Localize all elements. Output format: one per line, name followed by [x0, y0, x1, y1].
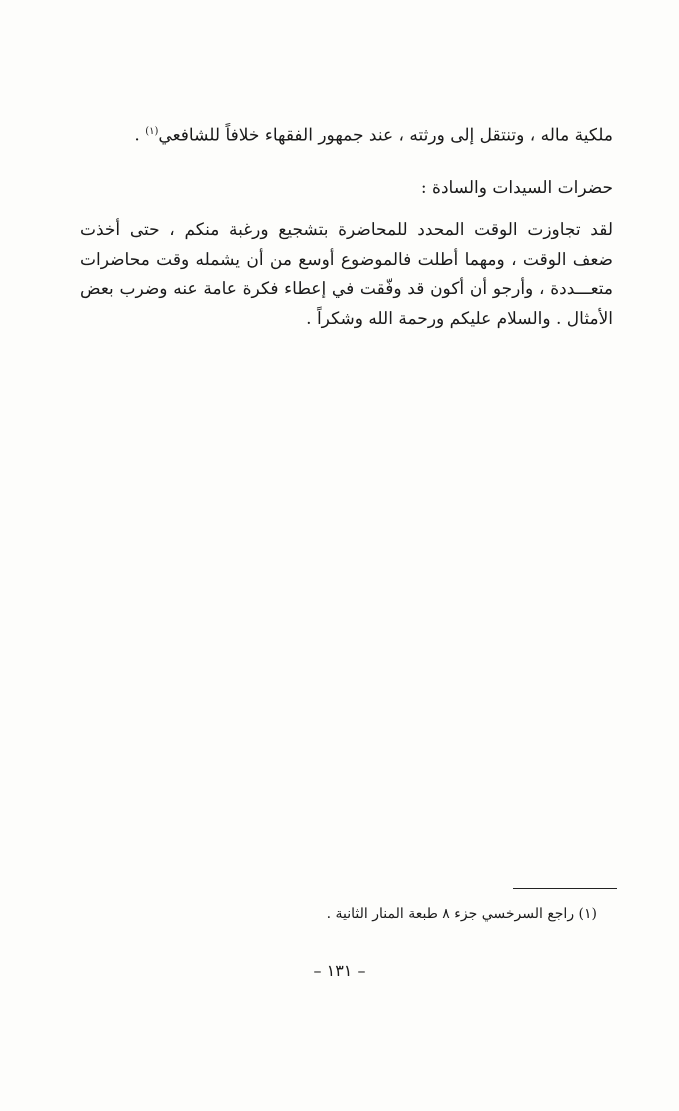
footnote-marker: (١) — [145, 126, 159, 137]
footnote-separator — [513, 888, 617, 889]
footnote-text: (١) راجع السرخسي جزء ٨ طبعة المنار الثانية . — [326, 906, 597, 922]
intro-paragraph — [100, 118, 613, 150]
main-paragraph: لقد تجاوزت الوقت المحدد للمحاضرة بتشجيع ورغبة منكم ، حتى أخذت ضعف الوقت ، ومهما أطلت فالموضوع أوسع من أن يشمله وقت محاضرات متعـــددة ، وأرجو أن أكون قد وفّقت في إعطاء فكرة عامة عنه وضرب بعض الأمثال . والسلام عليكم ورحمة الله وشكراً . — [80, 220, 613, 329]
intro-paragraph-text: ملكية ماله ، وتنتقل إلى ورثته ، عند جمهور الفقهاء خلافاً للشافعي — [158, 125, 613, 146]
intro-paragraph-trailing: . — [134, 125, 146, 146]
page-number: – ١٣١ – — [313, 961, 366, 980]
address-heading: حضرات السيدات والسادة : — [420, 178, 613, 198]
